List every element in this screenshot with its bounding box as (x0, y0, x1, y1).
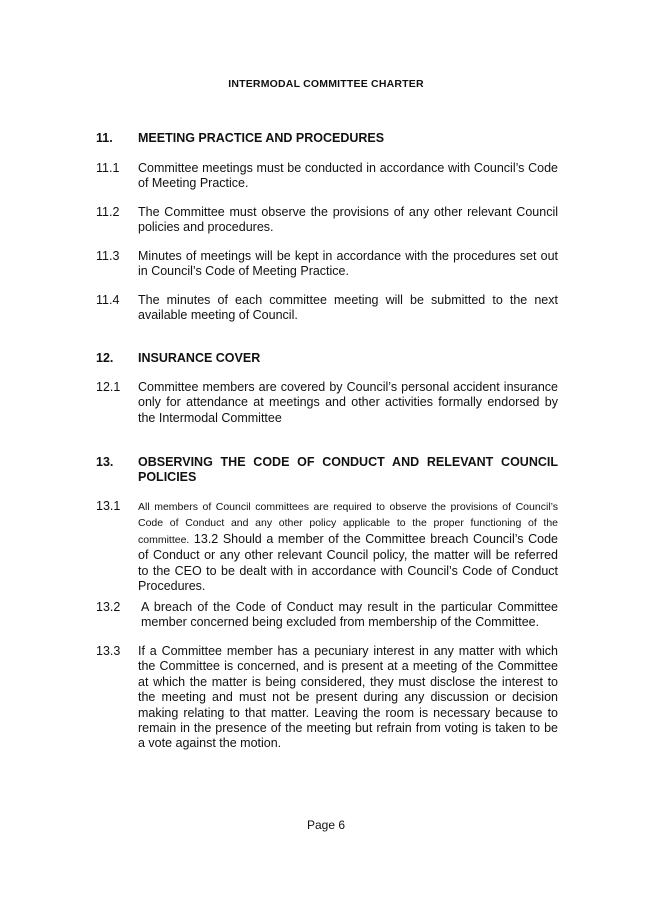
clause-text: Minutes of meetings will be kept in accordance with the procedures set out in Council’s Code of Meeting Practice. (138, 249, 558, 279)
clause-text: The minutes of each committee meeting will be submitted to the next available meeting of Council. (138, 293, 558, 323)
section-number: 13. (96, 455, 114, 469)
clause-number: 13.1 (96, 499, 121, 513)
clause-number: 11.4 (96, 293, 120, 307)
clause-number: 13.3 (96, 644, 121, 658)
clause-number: 11.3 (96, 249, 120, 263)
section-number: 11. (96, 131, 113, 145)
clause-text (138, 499, 558, 594)
section-title: MEETING PRACTICE AND PROCEDURES (138, 131, 385, 145)
clause-number: 11.1 (96, 161, 120, 175)
section-number: 12. (96, 351, 114, 365)
clause-number: 13.2 (96, 600, 121, 614)
document-header: INTERMODAL COMMITTEE CHARTER (228, 78, 424, 90)
section-title: OBSERVING THE CODE OF CONDUCT AND RELEVANT COUNCIL POLICIES (138, 455, 558, 484)
clause-text: Committee meetings must be conducted in accordance with Council’s Code of Meeting Practice. (138, 161, 558, 191)
section-title: INSURANCE COVER (138, 351, 261, 365)
page-number: Page 6 (306, 818, 346, 832)
clause-text: Committee members are covered by Council’s personal accident insurance only for attendance at meetings and other activities formally endorsed by the Intermodal Committee (138, 380, 558, 425)
clause-text-small-run: All members of Council committees are required to observe the provisions of Council’s Code of Conduct and any other policy applicable to the proper functioning of the committee. (138, 501, 558, 546)
clause-text: If a Committee member has a pecuniary interest in any matter with which the Committee is concerned, and is present at a meeting of the Committee at which the matter is being considered, they must disclose the interest to the meeting and must not be present during any discussion or decision making relating to that matter. Leaving the room is necessary because to remain in the presence of the meeting but refrain from voting is taken to be a vote against the motion. (138, 644, 558, 751)
clause-number: 12.1 (96, 380, 121, 394)
clause-text: A breach of the Code of Conduct may result in the particular Committee member concerned being excluded from membership of the Committee. (141, 600, 558, 630)
clause-number: 11.2 (96, 205, 120, 219)
clause-text-run: 13.2 Should a member of the Committee breach Council’s Code of Conduct or any other relevant Council policy, the matter will be referred to the CEO to be dealt with in accordance with Council’s Code of Conduct Procedures. (138, 531, 558, 594)
clause-text: The Committee must observe the provisions of any other relevant Council policies and procedures. (138, 205, 558, 235)
